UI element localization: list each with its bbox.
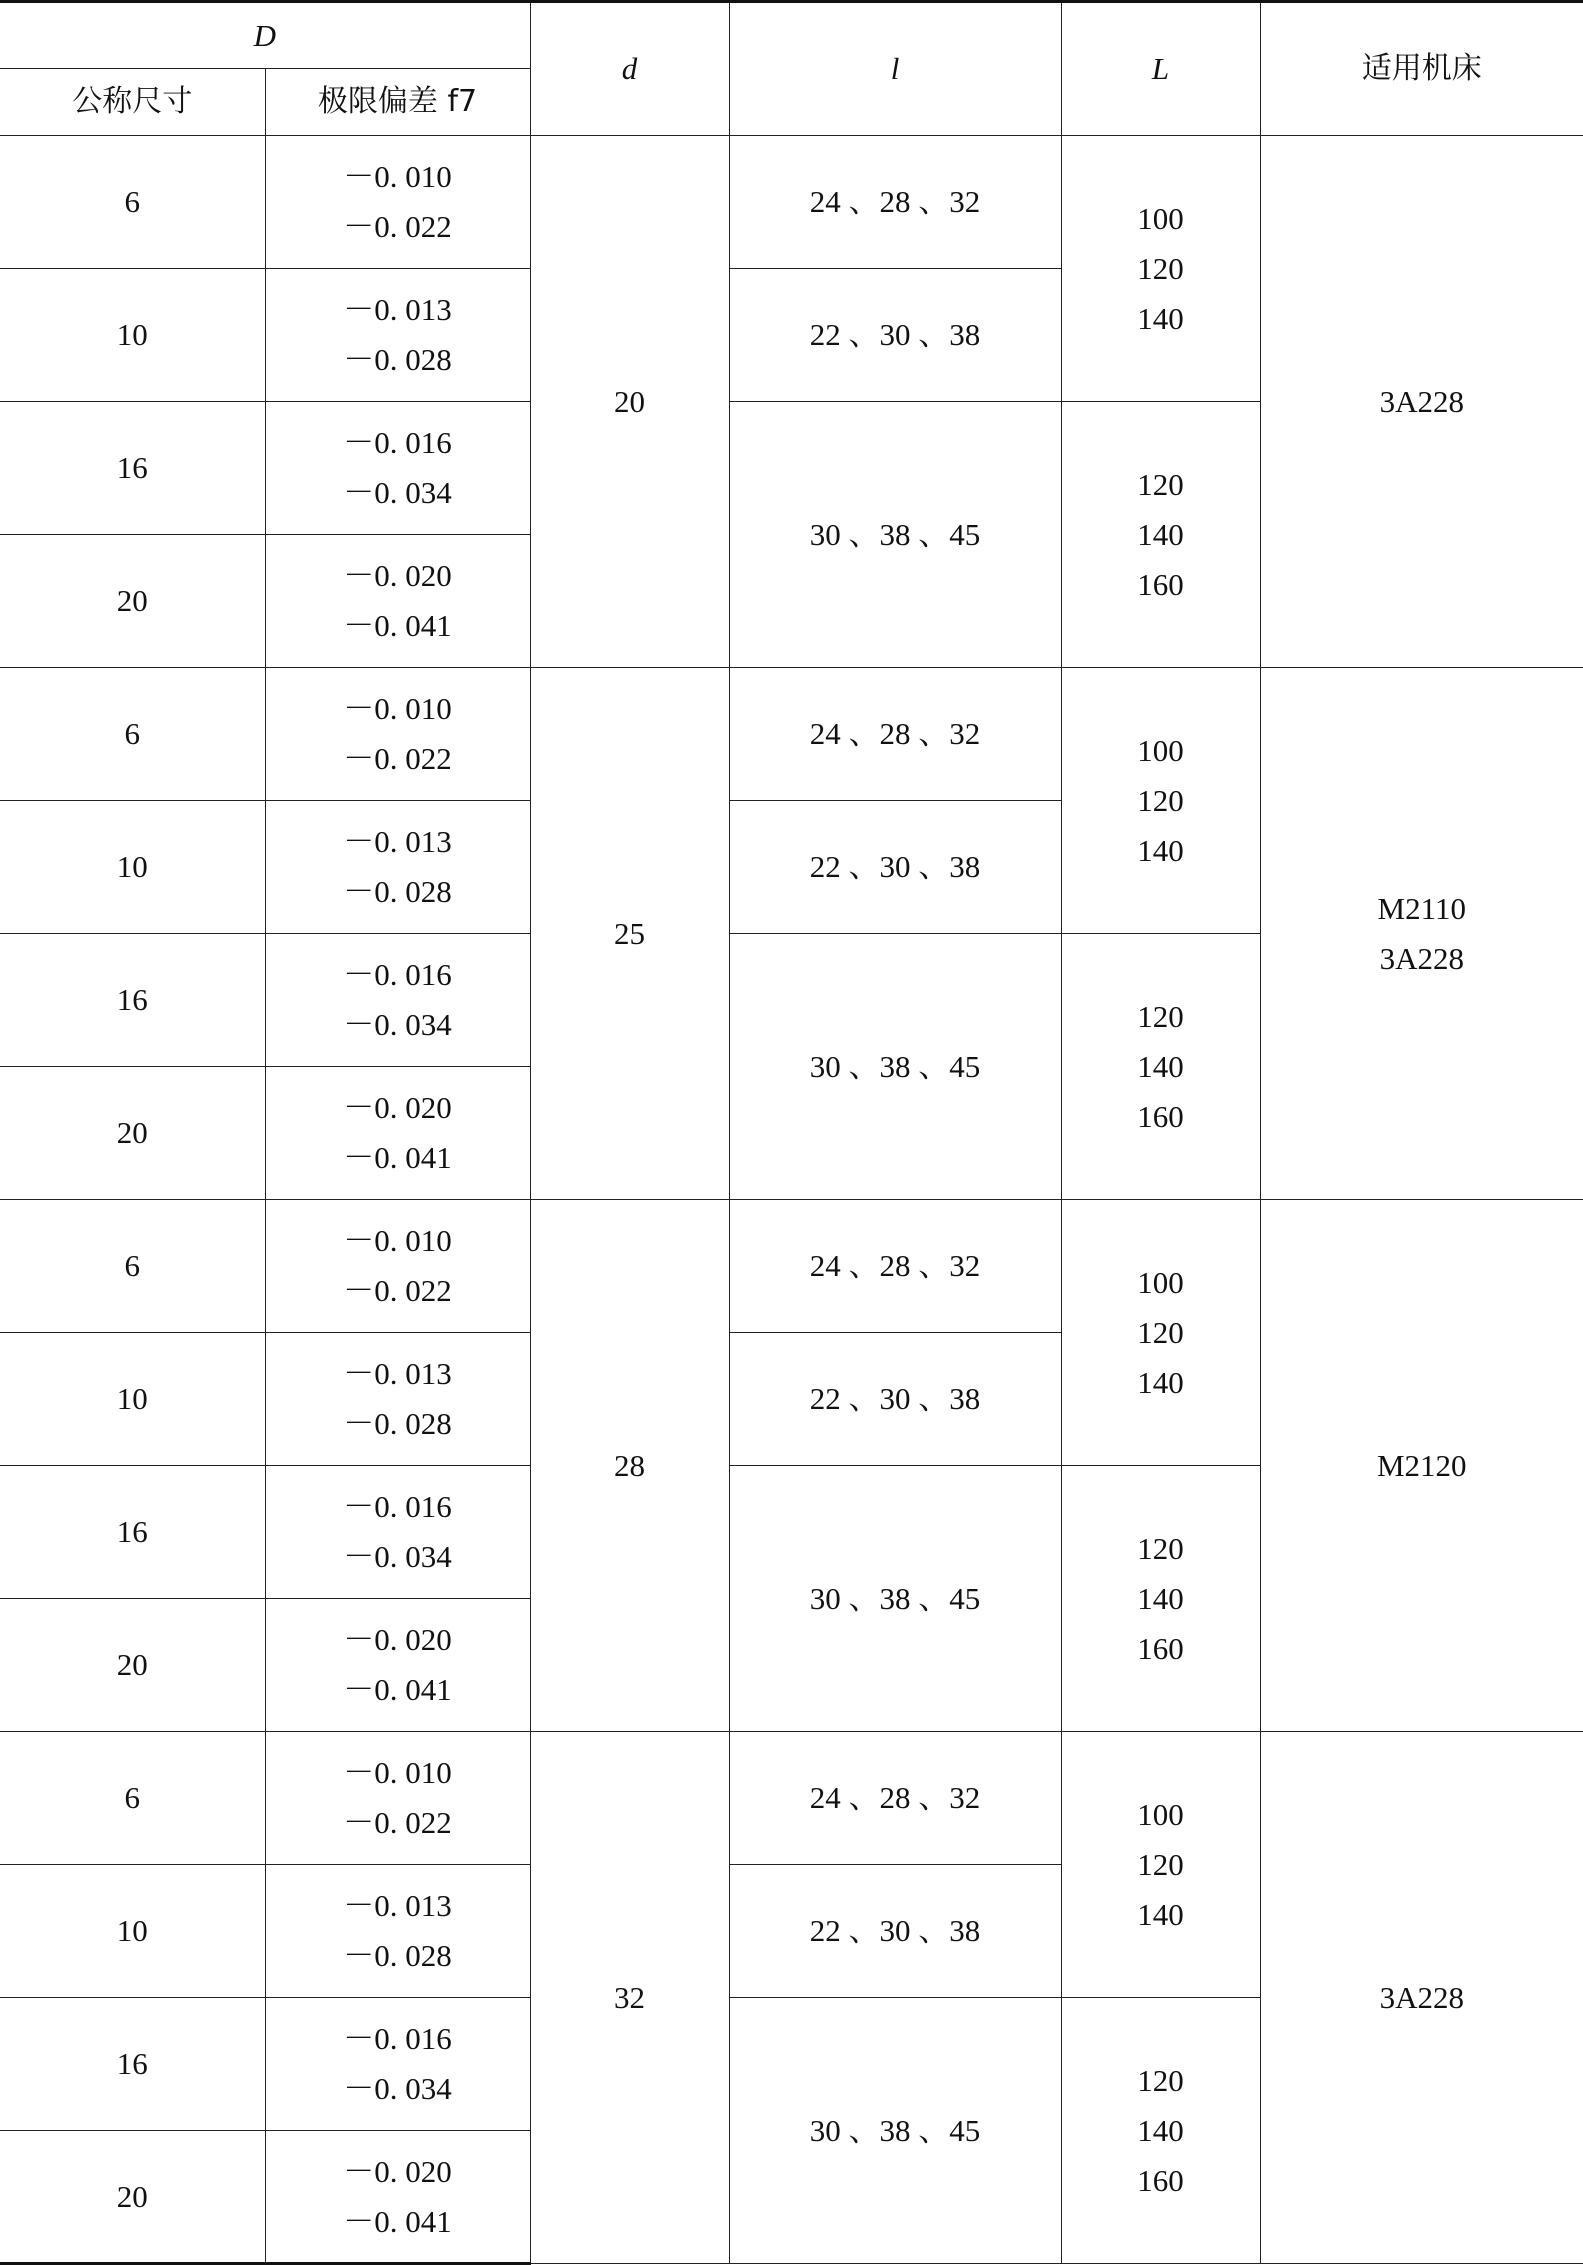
limit-deviation-cell [265, 1865, 530, 1998]
deviation-value: －0. 028 [343, 874, 452, 909]
L-value: 100 [1137, 1264, 1184, 1300]
L-value: 160 [1137, 566, 1184, 602]
deviation-value: －0. 010 [343, 1223, 452, 1258]
header-row-1 [0, 2, 1583, 69]
deviation-value: －0. 041 [343, 2203, 452, 2239]
header-d: d [530, 2, 729, 136]
deviation-value: －0. 028 [343, 1938, 452, 1973]
L-value: 140 [1137, 1364, 1184, 1400]
l-cell: 24 、28 、32 [729, 136, 1061, 269]
machine-name: M2120 [1376, 1447, 1467, 1483]
deviation-value: －0. 016 [343, 2021, 452, 2056]
deviation-value: －0. 016 [343, 957, 452, 992]
table-row [0, 1200, 1583, 1333]
machine-name: 3A228 [1379, 1979, 1464, 2015]
nominal-size-cell: 6 [0, 1200, 265, 1333]
header-D: D [0, 2, 530, 69]
l-cell: 24 、28 、32 [729, 1732, 1061, 1865]
l-cell: 22 、30 、38 [729, 1333, 1061, 1466]
nominal-size-cell: 6 [0, 136, 265, 269]
nominal-size-cell: 20 [0, 1599, 265, 1732]
nominal-size-cell: 20 [0, 535, 265, 668]
l-cell: 24 、28 、32 [729, 668, 1061, 801]
deviation-value: －0. 041 [343, 1672, 452, 1707]
L-value: 140 [1137, 1896, 1184, 1932]
l-cell: 30 、38 、45 [729, 1466, 1061, 1732]
nominal-size-cell: 16 [0, 1998, 265, 2131]
limit-deviation-cell [265, 1998, 530, 2131]
deviation-value: －0. 016 [343, 425, 452, 460]
L-value: 100 [1137, 200, 1184, 236]
d-cell: 25 [530, 668, 729, 1200]
L-value: 120 [1137, 1530, 1184, 1566]
header-L: L [1061, 2, 1260, 136]
limit-deviation-cell [265, 934, 530, 1067]
header-nominal-size: 公称尺寸 [0, 69, 265, 136]
nominal-size-cell: 20 [0, 1067, 265, 1200]
l-cell: 22 、30 、38 [729, 1865, 1061, 1998]
deviation-value: －0. 028 [343, 342, 452, 377]
table-row [0, 1732, 1583, 1865]
L-value: 100 [1137, 1796, 1184, 1832]
deviation-value: －0. 013 [343, 292, 452, 327]
deviation-value: －0. 010 [343, 159, 452, 194]
header-machine: 适用机床 [1260, 2, 1583, 136]
L-cell [1061, 1200, 1260, 1466]
l-cell: 22 、30 、38 [729, 801, 1061, 934]
L-value: 120 [1137, 782, 1184, 818]
L-value: 140 [1137, 300, 1184, 336]
nominal-size-cell: 16 [0, 402, 265, 535]
deviation-value: －0. 010 [343, 691, 452, 726]
nominal-size-cell: 10 [0, 269, 265, 402]
l-cell: 30 、38 、45 [729, 934, 1061, 1200]
L-value: 100 [1137, 732, 1184, 768]
L-cell [1061, 402, 1260, 668]
d-cell: 32 [530, 1732, 729, 2264]
table-row [0, 668, 1583, 801]
L-value: 160 [1137, 1630, 1184, 1666]
l-cell: 30 、38 、45 [729, 1998, 1061, 2264]
L-value: 140 [1137, 516, 1184, 552]
L-cell [1061, 1466, 1260, 1732]
limit-deviation-cell [265, 269, 530, 402]
L-value: 140 [1137, 2112, 1184, 2148]
deviation-value: －0. 020 [343, 558, 452, 593]
deviation-value: －0. 013 [343, 1888, 452, 1923]
L-value: 140 [1137, 832, 1184, 868]
L-value: 160 [1137, 2162, 1184, 2198]
nominal-size-cell: 6 [0, 1732, 265, 1865]
l-cell: 30 、38 、45 [729, 402, 1061, 668]
deviation-value: －0. 010 [343, 1755, 452, 1790]
deviation-value: －0. 028 [343, 1406, 452, 1441]
nominal-size-cell: 16 [0, 934, 265, 1067]
deviation-value: －0. 022 [343, 1805, 452, 1840]
limit-deviation-cell [265, 2131, 530, 2264]
L-cell [1061, 934, 1260, 1200]
table-body [0, 136, 1583, 2264]
machine-cell [1260, 136, 1583, 668]
deviation-value: －0. 020 [343, 1090, 452, 1125]
L-value: 120 [1137, 250, 1184, 286]
nominal-size-cell: 20 [0, 2131, 265, 2264]
machine-name: M2110 [1377, 890, 1466, 926]
nominal-size-cell: 10 [0, 1865, 265, 1998]
deviation-value: －0. 022 [343, 1273, 452, 1308]
L-cell [1061, 1732, 1260, 1998]
limit-deviation-cell [265, 801, 530, 934]
d-cell: 20 [530, 136, 729, 668]
L-value: 120 [1137, 1314, 1184, 1350]
L-cell [1061, 668, 1260, 934]
L-value: 120 [1137, 2062, 1184, 2098]
machine-cell [1260, 1732, 1583, 2264]
limit-deviation-cell [265, 1732, 530, 1865]
nominal-size-cell: 10 [0, 801, 265, 934]
deviation-value: －0. 034 [343, 475, 452, 510]
machine-cell [1260, 668, 1583, 1200]
L-value: 140 [1137, 1048, 1184, 1084]
nominal-size-cell: 6 [0, 668, 265, 801]
deviation-value: －0. 013 [343, 824, 452, 859]
l-cell: 24 、28 、32 [729, 1200, 1061, 1333]
limit-deviation-cell [265, 668, 530, 801]
l-cell: 22 、30 、38 [729, 269, 1061, 402]
L-value: 160 [1137, 1098, 1184, 1134]
L-cell [1061, 136, 1260, 402]
limit-deviation-cell [265, 1067, 530, 1200]
header-limit-deviation: 极限偏差 f7 [265, 69, 530, 136]
deviation-value: －0. 041 [343, 608, 452, 643]
limit-deviation-cell [265, 1200, 530, 1333]
machine-name: 3A228 [1379, 383, 1464, 419]
limit-deviation-cell [265, 1466, 530, 1599]
L-value: 140 [1137, 1580, 1184, 1616]
deviation-value: －0. 013 [343, 1356, 452, 1391]
limit-deviation-cell [265, 1599, 530, 1732]
L-value: 120 [1137, 998, 1184, 1034]
nominal-size-cell: 16 [0, 1466, 265, 1599]
limit-deviation-cell [265, 136, 530, 269]
machine-cell [1260, 1200, 1583, 1732]
limit-deviation-cell [265, 402, 530, 535]
L-cell [1061, 1998, 1260, 2264]
deviation-value: －0. 034 [343, 1007, 452, 1042]
deviation-value: －0. 020 [343, 2153, 452, 2189]
machine-name: 3A228 [1379, 940, 1464, 976]
deviation-value: －0. 022 [343, 741, 452, 776]
deviation-value: －0. 022 [343, 209, 452, 244]
limit-deviation-cell [265, 535, 530, 668]
d-cell: 28 [530, 1200, 729, 1732]
deviation-value: －0. 016 [343, 1489, 452, 1524]
L-value: 120 [1137, 1846, 1184, 1882]
L-value: 120 [1137, 466, 1184, 502]
deviation-value: －0. 034 [343, 1539, 452, 1574]
limit-deviation-cell [265, 1333, 530, 1466]
deviation-value: －0. 041 [343, 1140, 452, 1175]
deviation-value: －0. 020 [343, 1622, 452, 1657]
nominal-size-cell: 10 [0, 1333, 265, 1466]
table-row [0, 136, 1583, 269]
header-l: l [729, 2, 1061, 136]
deviation-value: －0. 034 [343, 2071, 452, 2106]
